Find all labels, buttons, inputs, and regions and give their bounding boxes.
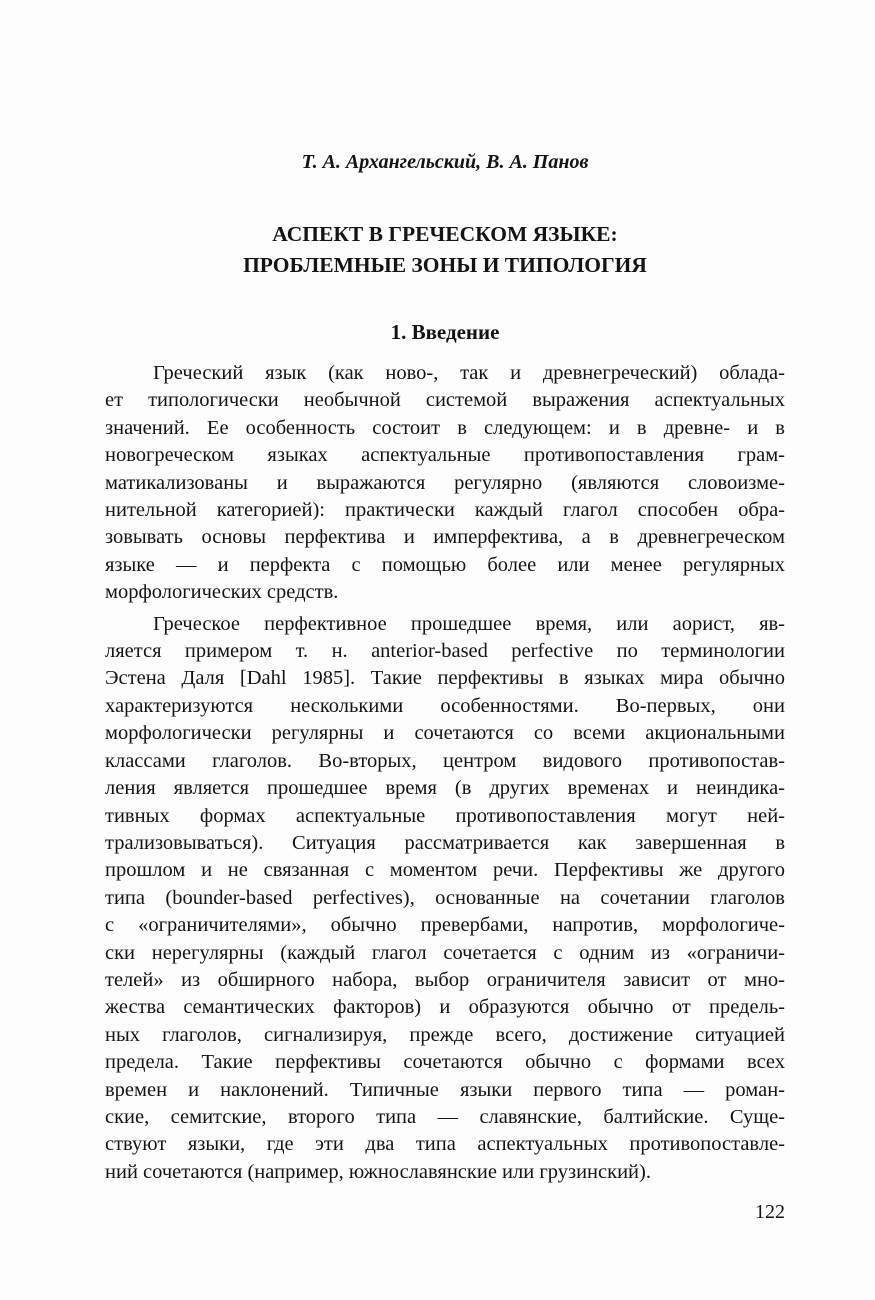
- paragraph: [105, 611, 785, 1187]
- text-line: матикализованы и выражаются регулярно (являются словоизме-: [105, 471, 785, 494]
- text-line: Эстена Даля [Dahl 1985]. Такие перфективы в языках мира обычно: [105, 667, 785, 690]
- section-heading: 1. Введение: [390, 320, 500, 344]
- text-line: ет типологически необычной системой выражения аспектуальных: [105, 389, 785, 412]
- paper-title-line2: ПРОБЛЕМНЫЕ ЗОНЫ И ТИПОЛОГИЯ: [243, 253, 647, 277]
- text-line: ляется примером т. н. anterior-based perfective по терминологии: [105, 640, 785, 663]
- text-line: морфологических средств.: [105, 581, 339, 604]
- text-line: прошлом и не связанная с моментом речи. Перфективы же другого: [105, 859, 785, 882]
- text-line: типа (bounder-based perfectives), основанные на сочетании глаголов: [105, 886, 785, 909]
- paper-title: [105, 219, 785, 281]
- text-line: ний сочетаются (например, южнославянские или грузинский).: [105, 1160, 651, 1183]
- text-line: Греческое перфективное прошедшее время, или аорист, яв-: [153, 612, 785, 635]
- body-text: [105, 360, 785, 1186]
- text-line: зовывать основы перфектива и имперфектива, а в древнегреческом: [105, 526, 785, 549]
- text-line: значений. Ее особенность состоит в следующем: и в древне- и в: [105, 416, 785, 439]
- text-line: времен и наклонений. Типичные языки первого типа — роман-: [105, 1078, 785, 1101]
- text-line: характеризуются несколькими особенностями. Во-первых, они: [105, 694, 785, 717]
- text-line: трализовываться). Ситуация рассматривается как завершенная в: [105, 831, 785, 854]
- page-number: 122: [755, 1201, 785, 1223]
- text-line: с «ограничителями», обычно превербами, напротив, морфологиче-: [105, 914, 785, 937]
- text-line: морфологически регулярны и сочетаются со всеми акциональными: [105, 722, 785, 745]
- text-line: ных глаголов, сигнализируя, прежде всего, достижение ситуацией: [105, 1023, 785, 1046]
- text-line: ствуют языки, где эти два типа аспектуальных противопоставле-: [105, 1133, 785, 1156]
- text-line: языке — и перфекта с помощью более или менее регулярных: [105, 553, 785, 576]
- text-line: ски нерегулярны (каждый глагол сочетается с одним из «ограничи-: [105, 941, 785, 964]
- paragraph: [105, 360, 785, 607]
- text-line: телей» из обширного набора, выбор ограничителя зависит от мно-: [105, 968, 785, 991]
- authors-line: Т. А. Архангельский, В. А. Панов: [301, 151, 589, 173]
- paper-title-line1: АСПЕКТ В ГРЕЧЕСКОМ ЯЗЫКЕ:: [272, 222, 618, 246]
- text-line: нительной категорией): практически каждый глагол способен обра-: [105, 499, 785, 522]
- text-line: Греческий язык (как ново-, так и древнегреческий) облада-: [153, 362, 785, 384]
- text-block: [105, 0, 785, 1300]
- text-line: классами глаголов. Во-вторых, центром видового противопостав-: [105, 749, 785, 772]
- text-line: новогреческом языках аспектуальные противопоставления грам-: [105, 444, 785, 467]
- text-line: жества семантических факторов) и образуются обычно от предель-: [105, 996, 785, 1019]
- text-line: предела. Такие перфективы сочетаются обычно с формами всех: [105, 1051, 785, 1074]
- text-line: тивных формах аспектуальные противопоставления могут ней-: [105, 804, 785, 827]
- text-line: ления является прошедшее время (в других временах и неиндика-: [105, 777, 785, 800]
- text-line: ские, семитские, второго типа — славянские, балтийские. Суще-: [105, 1105, 785, 1128]
